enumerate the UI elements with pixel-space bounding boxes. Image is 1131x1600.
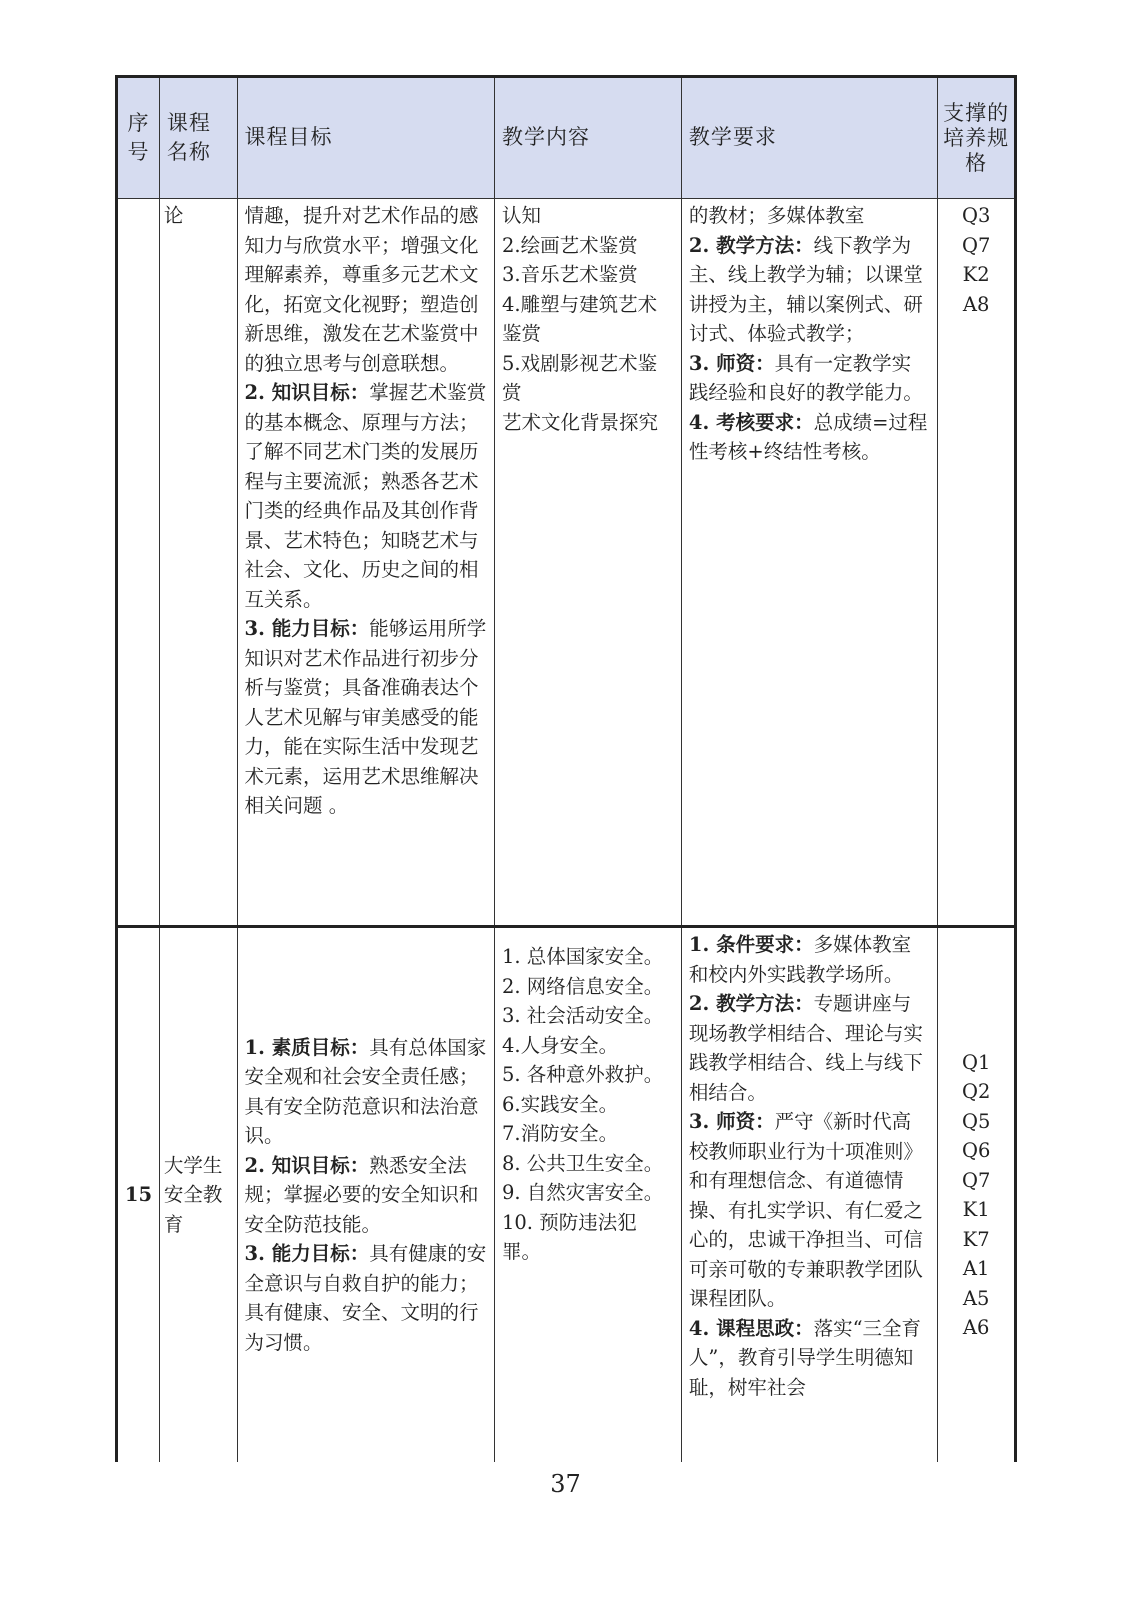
support-code: K7 (962, 1227, 990, 1251)
requirement-paragraph: 4. 课程思政：落实“三全育人”，教育引导学生明德知耻，树牢社会 (688, 1316, 922, 1399)
header-course-name: 课程名称 (159, 77, 237, 199)
support-code: A8 (962, 292, 990, 316)
row-number: 15 (117, 927, 160, 1463)
goal-paragraph: 3. 能力目标：具有健康的安全意识与自救自护的能力；具有健康、安全、文明的行为习惯。 (244, 1242, 487, 1354)
course-table (115, 75, 1017, 1462)
requirement-paragraph: 2. 教学方法：线下教学为主、线上教学为辅；以课堂讲授为主，辅以案例式、研讨式、体验式教学； (688, 233, 923, 345)
content-item: 1. 总体国家安全。 (501, 945, 664, 968)
content-item: 8. 公共卫生安全。 (501, 1151, 664, 1175)
content-item: 认知 (501, 204, 541, 227)
requirement-paragraph: 2. 教学方法：专题讲座与现场教学相结合、理论与实践教学相结合、线上与线下相结合。 (688, 992, 923, 1104)
content-item: 3. 社会活动安全。 (501, 1004, 664, 1027)
content-item: 7.消防安全。 (501, 1122, 619, 1145)
support-code: Q7 (961, 1168, 991, 1192)
teaching-content-cell (494, 199, 681, 927)
support-code: A5 (962, 1286, 990, 1310)
content-item: 4.人身安全。 (501, 1033, 619, 1057)
support-code: A6 (962, 1316, 990, 1339)
course-goal-cell (237, 199, 494, 927)
support-code: K2 (962, 263, 990, 286)
page-number: 37 (550, 1470, 581, 1498)
content-item: 9. 自然灾害安全。 (501, 1181, 664, 1204)
teaching-content-cell (494, 927, 681, 1463)
content-item: 10. 预防违法犯罪。 (501, 1210, 637, 1263)
requirement-paragraph: 3. 师资：严守《新时代高校教师职业行为十项准则》和有理想信念、有道德情操、有扎实学识、有仁爱之心的，忠诚干净担当、可信可亲可敬的专兼职教学团队课程团队。 (688, 1110, 923, 1310)
goal-paragraph: 1. 素质目标：具有总体国家安全观和社会安全责任感；具有安全防范意识和法治意识。 (244, 1035, 487, 1148)
goal-paragraph: 情趣，提升对艺术作品的感知力与欣赏水平；增强文化理解素养，尊重多元艺术文化，拓宽文化视野；塑造创新思维，激发在艺术鉴赏中的独立思考与创意联想。 (244, 204, 479, 375)
header-no: 序号 (117, 77, 160, 199)
requirement-paragraph: 4. 考核要求：总成绩=过程性考核+终结性考核。 (688, 410, 928, 463)
content-item: 3.音乐艺术鉴赏 (501, 263, 638, 286)
goal-paragraph: 3. 能力目标：能够运用所学知识对艺术作品进行初步分析与鉴赏；具备准确表达个人艺术见解与审美感受的能力，能在实际生活中发现艺术元素，运用艺术思维解决相关问题 。 (244, 617, 487, 817)
header-teaching-requirement: 教学要求 (681, 77, 937, 199)
support-code: K1 (962, 1198, 990, 1221)
course-name: 论 (159, 199, 237, 927)
teaching-requirement-cell (681, 927, 937, 1463)
support-code: Q6 (961, 1139, 991, 1162)
header-teaching-content: 教学内容 (494, 77, 681, 199)
goal-paragraph: 2. 知识目标：掌握艺术鉴赏的基本概念、原理与方法；了解不同艺术门类的发展历程与主要流派；熟悉各艺术门类的经典作品及其创作背景、艺术特色；知晓艺术与社会、文化、历史之间的相互关系。 (244, 381, 487, 611)
header-row (117, 77, 1016, 199)
goal-paragraph: 2. 知识目标：熟悉安全法规；掌握必要的安全知识和安全防范技能。 (244, 1153, 479, 1236)
content-item: 6.实践安全。 (501, 1092, 619, 1116)
content-item: 5.戏剧影视艺术鉴赏 (501, 351, 658, 404)
header-support-spec: 支撑的培养规格 (938, 77, 1016, 199)
content-item: 4.雕塑与建筑艺术鉴赏 (501, 292, 658, 345)
content-item: 2. 网络信息安全。 (501, 974, 664, 998)
support-code: Q3 (961, 204, 991, 227)
course-name: 大学生安全教育 (159, 927, 237, 1463)
requirement-paragraph: 3. 师资：具有一定教学实践经验和良好的教学能力。 (688, 351, 923, 404)
table-row (117, 199, 1016, 927)
content-item: 艺术文化背景探究 (501, 410, 658, 434)
course-goal-cell (237, 927, 494, 1463)
requirement-paragraph: 1. 条件要求：多媒体教室和校内外实践教学场所。 (688, 933, 912, 986)
table-row (117, 927, 1016, 1463)
support-code: A1 (962, 1257, 990, 1280)
support-code: Q5 (961, 1109, 991, 1133)
support-code: Q7 (961, 233, 991, 257)
teaching-requirement-cell (681, 199, 937, 927)
support-spec-cell (938, 927, 1016, 1463)
requirement-paragraph: 的教材；多媒体教室 (688, 204, 865, 227)
row-number (117, 199, 160, 927)
content-item: 5. 各种意外救护。 (501, 1063, 664, 1086)
support-spec-cell (938, 199, 1016, 927)
header-course-goal: 课程目标 (237, 77, 494, 199)
support-code: Q1 (961, 1050, 991, 1074)
content-item: 2.绘画艺术鉴赏 (501, 233, 638, 257)
support-code: Q2 (961, 1080, 991, 1103)
